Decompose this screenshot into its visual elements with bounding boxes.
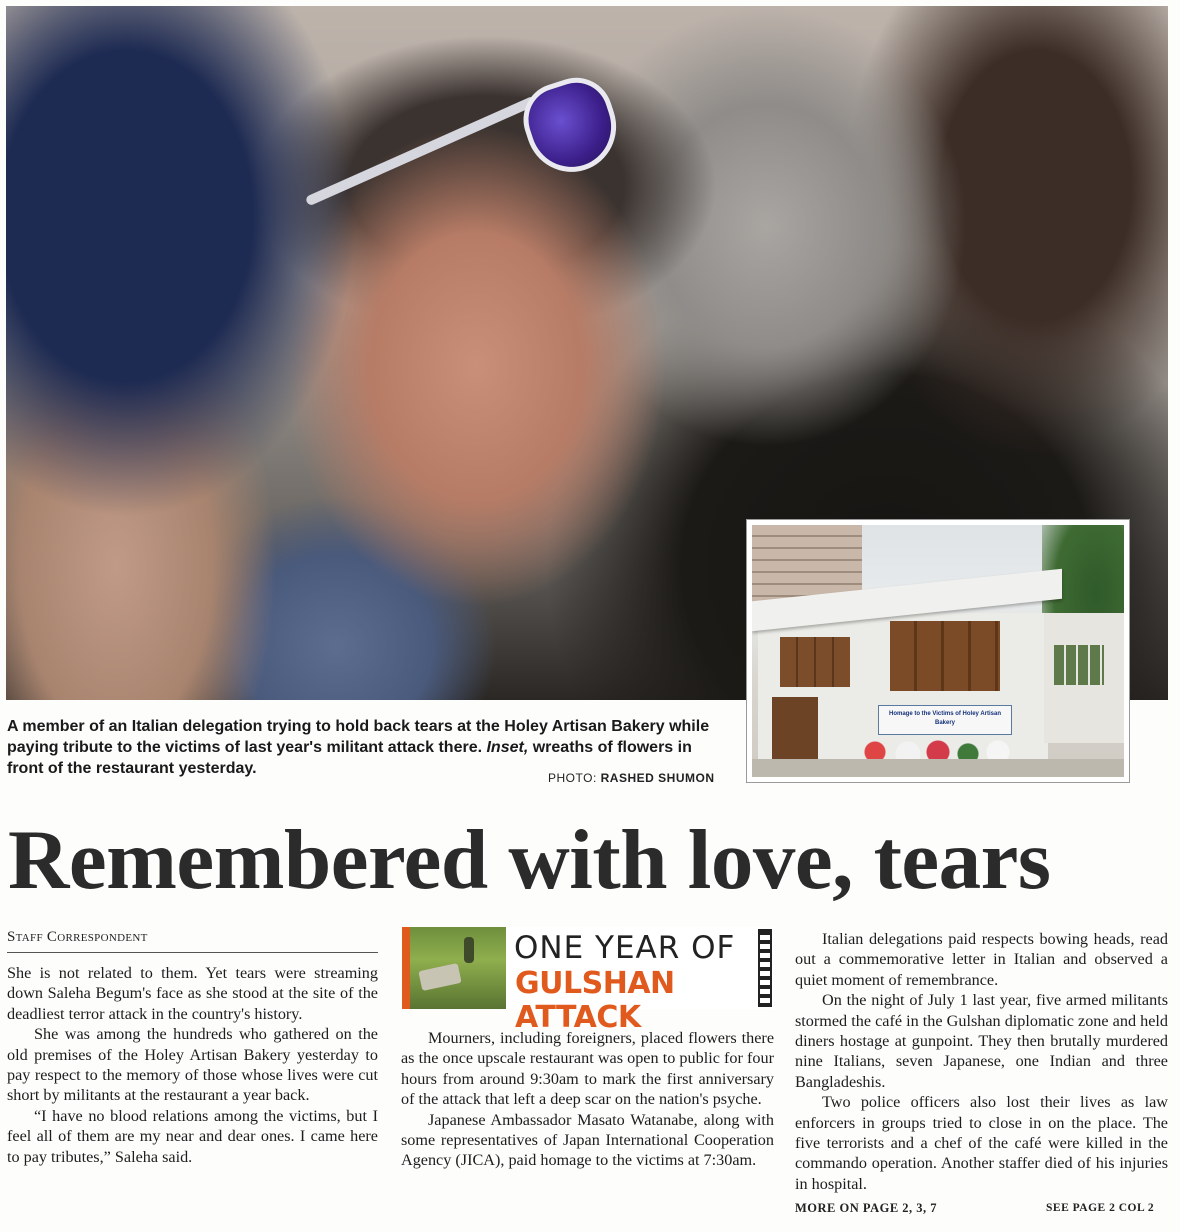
one-year-logo — [402, 927, 774, 1035]
caption-inset-word: Inset, — [486, 739, 529, 756]
inset-door — [772, 697, 818, 767]
paragraph: Italian delegations paid respects bowing heads, read out a commemorative letter in Italian and observed a quiet moment of remembrance. — [795, 930, 1168, 989]
byline: Staff Correspondent — [7, 929, 148, 945]
inset-wood-panel — [890, 621, 1000, 691]
logo-line-1: ONE YEAR OF — [514, 930, 736, 966]
inset-window — [1054, 645, 1104, 685]
logo-accent-bar — [402, 927, 410, 1009]
paragraph: She is not related to them. Yet tears were streaming down Saleha Begum's face as she stood at the site of the deadliest terror attack in the country's history. — [7, 964, 378, 1023]
more-on-pages[interactable]: MORE ON PAGE 2, 3, 7 — [795, 1201, 938, 1215]
byline-rule — [7, 952, 378, 953]
sunglasses-arm — [305, 96, 537, 207]
logo-photo — [402, 927, 506, 1009]
paragraph: “I have no blood relations among the victims, but I feel all of them are my near and dear ones. I came here to pay tributes,” Saleha said. — [7, 1106, 378, 1166]
headline: Remembered with love, tears — [8, 813, 1051, 907]
credit-label: PHOTO: — [548, 771, 597, 785]
paragraph: Mourners, including foreigners, placed flowers there as the once upscale restaurant was open to public for four hours from around 9:30am to mark the first anniversary of the attack that left a deep scar on the nation's psyche. — [401, 1029, 774, 1109]
caption-text: A member of an Italian delegation trying to hold back tears at the Holey Artisan Bakery while paying tribute to the victims of last year's militant attack there. — [7, 718, 710, 756]
logo-soldier — [464, 937, 474, 963]
column-1 — [7, 963, 378, 1167]
credit-name: RASHED SHUMON — [600, 771, 715, 785]
logo-line-2: GULSHAN ATTACK — [515, 966, 675, 1035]
paragraph: Japanese Ambassador Masato Watanabe, along with some representatives of Japan International Cooperation Agency (JICA), paid homage to the victims at 7:30am. — [401, 1110, 774, 1170]
column-2 — [401, 1028, 774, 1171]
see-page-ref[interactable]: SEE PAGE 2 COL 2 — [1046, 1202, 1155, 1214]
inset-photo-scene — [752, 525, 1124, 777]
paragraph: On the night of July 1 last year, five armed militants stormed the café in the Gulshan diplomatic zone and held diners hostage at gunpoint. They then brutally murdered nine Italians, seven Japanese, one Indian and three Bangladeshis. — [795, 991, 1168, 1091]
film-strip-icon — [758, 929, 772, 1007]
column-3 — [795, 929, 1168, 1194]
inset-wood-panel-left — [780, 637, 850, 687]
logo-armoured-vehicle — [418, 963, 461, 991]
photo-caption — [7, 716, 729, 779]
paragraph: Two police officers also lost their lives as law enforcers in groups tried to close in on the place. The five terrorists and a chef of the café were killed in the commando operation. Another staffer died of his injuries in hospital. — [795, 1093, 1168, 1193]
sunglasses — [514, 68, 628, 183]
inset-banner: Homage to the Victims of Holey Artisan Bakery — [878, 705, 1012, 735]
photo-credit — [548, 771, 714, 785]
caption-text-end: wreaths of flowers in front of the restaurant yesterday. — [7, 739, 692, 777]
paragraph: She was among the hundreds who gathered on the old premises of the Holey Artisan Bakery yesterday to pay respect to the memory of those whose lives were cut short by militants at the restaurant a year back. — [7, 1025, 378, 1105]
inset-ground — [752, 759, 1124, 777]
inset-photo — [746, 519, 1130, 783]
